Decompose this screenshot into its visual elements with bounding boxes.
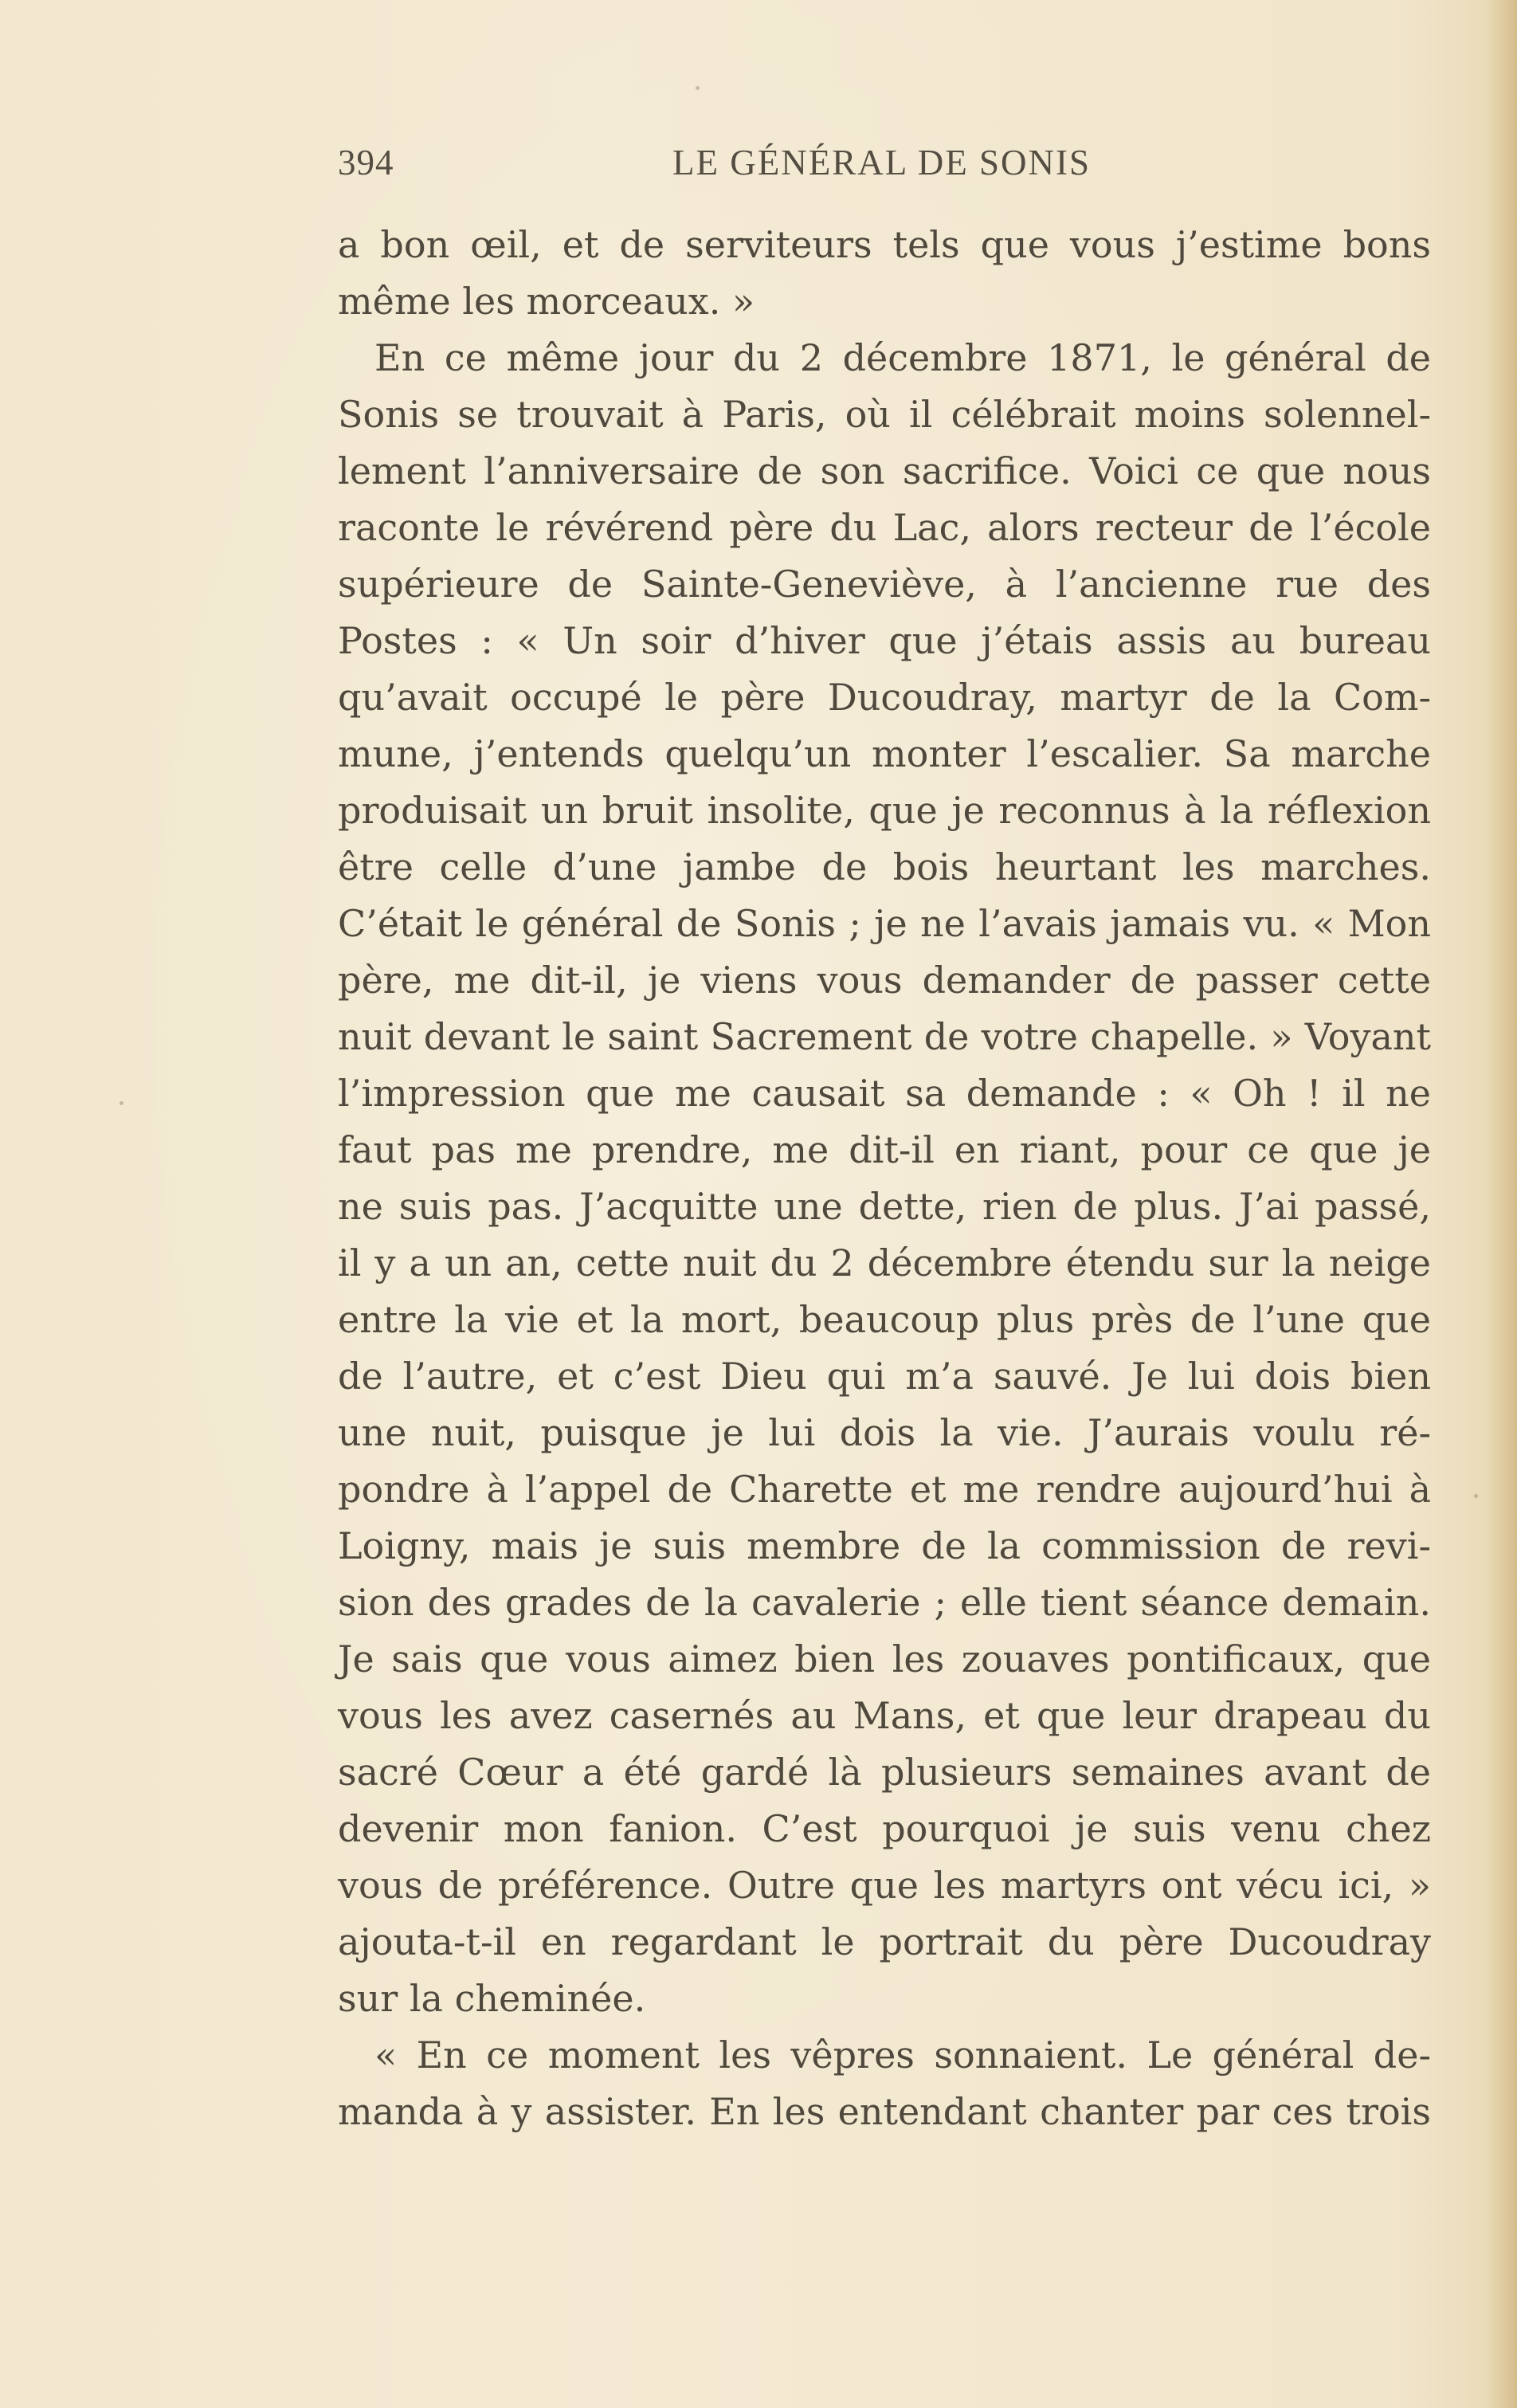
text-line: produisait un bruit insolite, que je reconnus à la réflexion xyxy=(338,789,1431,832)
text-line: sur la cheminée. xyxy=(338,1977,646,2020)
text-line: même les morceaux. » xyxy=(338,280,755,323)
text-line: père, me dit-il, je viens vous demander de passer cette xyxy=(338,959,1431,1002)
text-line: « En ce moment les vêpres sonnaient. Le général de- xyxy=(374,2033,1431,2077)
text-line: Loigny, mais je suis membre de la commission de revi- xyxy=(338,1524,1431,1567)
text-line: a bon œil, et de serviteurs tels que vous j’estime bons xyxy=(338,223,1431,266)
paper-speck xyxy=(1474,1494,1478,1498)
text-line: entre la vie et la mort, beaucoup plus près de l’une que xyxy=(338,1298,1431,1341)
text-line: il y a un an, cette nuit du 2 décembre étendu sur la neige xyxy=(338,1241,1431,1284)
text-line: l’impression que me causait sa demande : « Oh ! il ne xyxy=(338,1072,1431,1115)
paper-speck xyxy=(120,1101,123,1105)
text-line: manda à y assister. En les entendant chanter par ces trois xyxy=(338,2090,1431,2133)
text-line: lement l’anniversaire de son sacrifice. Voici ce que nous xyxy=(338,449,1431,492)
text-line: nuit devant le saint Sacrement de votre chapelle. » Voyant xyxy=(338,1015,1431,1058)
text-line: une nuit, puisque je lui dois la vie. J’aurais voulu ré- xyxy=(338,1411,1431,1454)
text-line: vous de préférence. Outre que les martyrs ont vécu ici, » xyxy=(338,1864,1431,1907)
running-title: LE GÉNÉRAL DE SONIS xyxy=(672,143,1092,182)
text-line: C’était le général de Sonis ; je ne l’avais jamais vu. « Mon xyxy=(338,902,1431,945)
text-line: devenir mon fanion. C’est pourquoi je suis venu chez xyxy=(338,1807,1431,1850)
text-line: mune, j’entends quelqu’un monter l’escalier. Sa marche xyxy=(338,732,1431,775)
text-line: Je sais que vous aimez bien les zouaves pontificaux, que xyxy=(338,1637,1431,1681)
text-line: Postes : « Un soir d’hiver que j’étais assis au bureau xyxy=(338,619,1431,662)
text-line: sacré Cœur a été gardé là plusieurs semaines avant de xyxy=(338,1751,1431,1794)
text-line: En ce même jour du 2 décembre 1871, le général de xyxy=(374,336,1431,379)
page-number: 394 xyxy=(338,143,394,182)
text-line: être celle d’une jambe de bois heurtant les marches. xyxy=(338,845,1431,888)
text-line: vous les avez casernés au Mans, et que leur drapeau du xyxy=(338,1694,1431,1737)
text-line: faut pas me prendre, me dit-il en riant, pour ce que je xyxy=(338,1128,1431,1171)
text-line: sion des grades de la cavalerie ; elle tient séance demain. xyxy=(338,1581,1431,1624)
text-line: ne suis pas. J’acquitte une dette, rien de plus. J’ai passé, xyxy=(338,1185,1431,1228)
page-header xyxy=(338,142,1431,193)
text-line: Sonis se trouvait à Paris, où il célébrait moins solennel- xyxy=(338,393,1431,436)
text-line: qu’avait occupé le père Ducoudray, martyr de la Com- xyxy=(338,676,1431,719)
text-line: raconte le révérend père du Lac, alors recteur de l’école xyxy=(338,506,1431,549)
body-text xyxy=(338,217,1431,2140)
text-line: pondre à l’appel de Charette et me rendre aujourd’hui à xyxy=(338,1468,1431,1511)
text-line: ajouta-t-il en regardant le portrait du père Ducoudray xyxy=(338,1920,1431,1963)
page-edge-shadow xyxy=(1484,0,1517,2408)
paper-speck xyxy=(696,86,700,90)
text-line: supérieure de Sainte-Geneviève, à l’ancienne rue des xyxy=(338,563,1431,606)
text-line: de l’autre, et c’est Dieu qui m’a sauvé. Je lui dois bien xyxy=(338,1355,1431,1398)
